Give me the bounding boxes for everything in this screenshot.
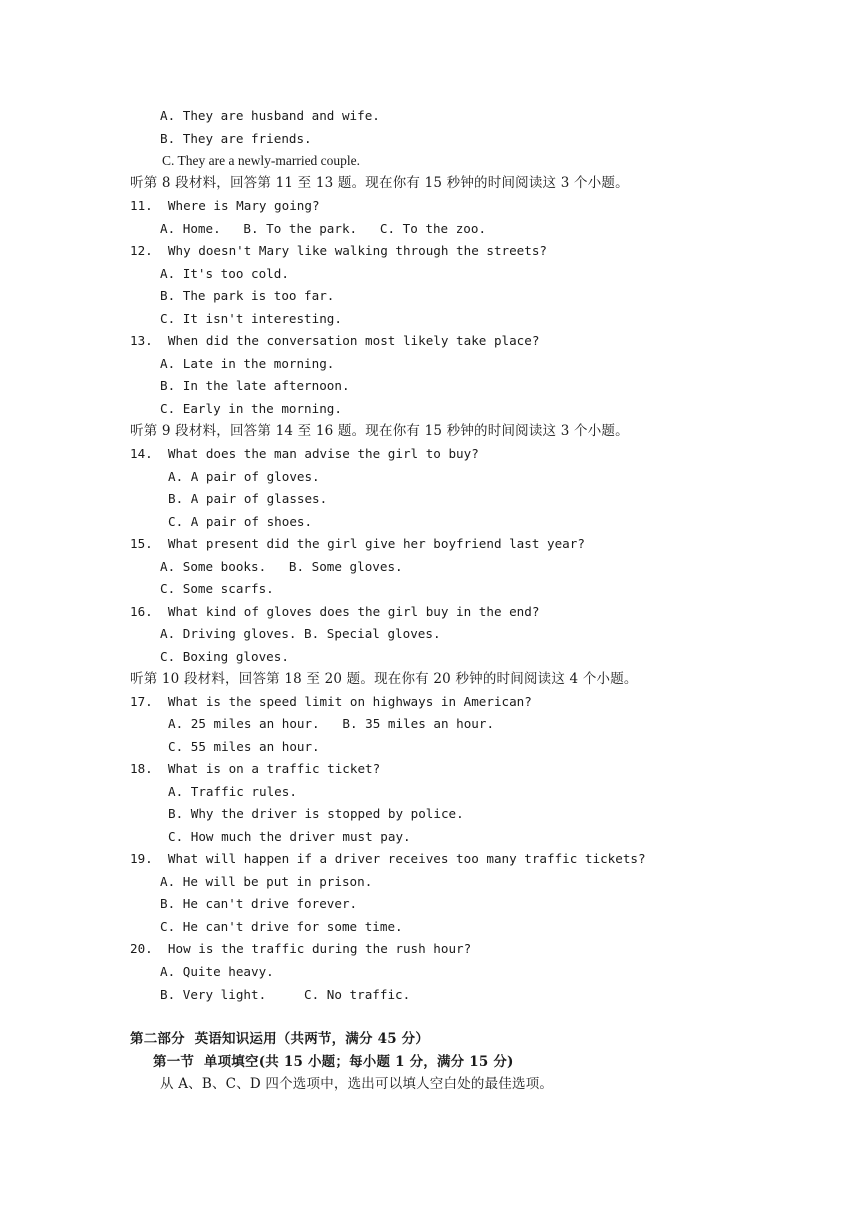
- question-line: 16. What kind of gloves does the girl buy in the end?: [130, 604, 540, 619]
- option-line: B. In the late afternoon.: [160, 378, 350, 393]
- option-line: A. Some books. B. Some gloves.: [160, 559, 403, 574]
- option-line: A. Quite heavy.: [160, 964, 274, 979]
- option-line: A. Home. B. To the park. C. To the zoo.: [160, 221, 487, 236]
- option-line: B. Why the driver is stopped by police.: [168, 806, 464, 821]
- option-line: B. Very light. C. No traffic.: [160, 987, 411, 1002]
- question-line: 18. What is on a traffic ticket?: [130, 761, 381, 776]
- question-line: 19. What will happen if a driver receives too many traffic tickets?: [130, 851, 646, 866]
- option-line: C. 55 miles an hour.: [168, 739, 320, 754]
- option-line: C. Some scarfs.: [160, 581, 274, 596]
- option-line: A. Traffic rules.: [168, 784, 297, 799]
- option-line: B. They are friends.: [160, 131, 312, 146]
- option-line: B. The park is too far.: [160, 288, 335, 303]
- option-line: A. 25 miles an hour. B. 35 miles an hour.: [168, 716, 495, 731]
- option-line: A. He will be put in prison.: [160, 874, 373, 889]
- section-heading: 第一节 单项填空(共 15 小题；每小题 1 分，满分 15 分): [153, 1054, 514, 1070]
- option-line: A. Late in the morning.: [160, 356, 335, 371]
- option-line: C. Boxing gloves.: [160, 649, 289, 664]
- option-line: A. It's too cold.: [160, 266, 289, 281]
- option-line: C. They are a newly-married couple.: [162, 153, 361, 168]
- part-heading: 第二部分 英语知识运用（共两节，满分 45 分）: [130, 1031, 430, 1047]
- question-line: 13. When did the conversation most likely take place?: [130, 333, 540, 348]
- section-instruction: 听第 8 段材料，回答第 11 至 13 题。现在你有 15 秒钟的时间阅读这 3 个小题。: [130, 175, 629, 191]
- question-line: 12. Why doesn't Mary like walking through the streets?: [130, 243, 548, 258]
- question-line: 17. What is the speed limit on highways in American?: [130, 694, 532, 709]
- option-line: C. How much the driver must pay.: [168, 829, 411, 844]
- option-line: A. Driving gloves. B. Special gloves.: [160, 626, 441, 641]
- option-line: C. Early in the morning.: [160, 401, 342, 416]
- option-line: B. A pair of glasses.: [168, 491, 328, 506]
- option-line: C. He can't drive for some time.: [160, 919, 403, 934]
- question-line: 11. Where is Mary going?: [130, 198, 320, 213]
- question-line: 20. How is the traffic during the rush hour?: [130, 941, 472, 956]
- option-line: C. It isn't interesting.: [160, 311, 342, 326]
- question-line: 14. What does the man advise the girl to buy?: [130, 446, 479, 461]
- option-line: C. A pair of shoes.: [168, 514, 313, 529]
- question-line: 15. What present did the girl give her boyfriend last year?: [130, 536, 585, 551]
- section-instruction: 听第 10 段材料，回答第 18 至 20 题。现在你有 20 秒钟的时间阅读这 4 个小题。: [130, 671, 638, 687]
- section-instruction: 从 A、B、C、D 四个选项中，选出可以填人空白处的最佳选项。: [160, 1076, 554, 1092]
- option-line: B. He can't drive forever.: [160, 896, 358, 911]
- section-instruction: 听第 9 段材料，回答第 14 至 16 题。现在你有 15 秒钟的时间阅读这 3 个小题。: [130, 423, 629, 439]
- option-line: A. A pair of gloves.: [168, 469, 320, 484]
- option-line: A. They are husband and wife.: [160, 108, 380, 123]
